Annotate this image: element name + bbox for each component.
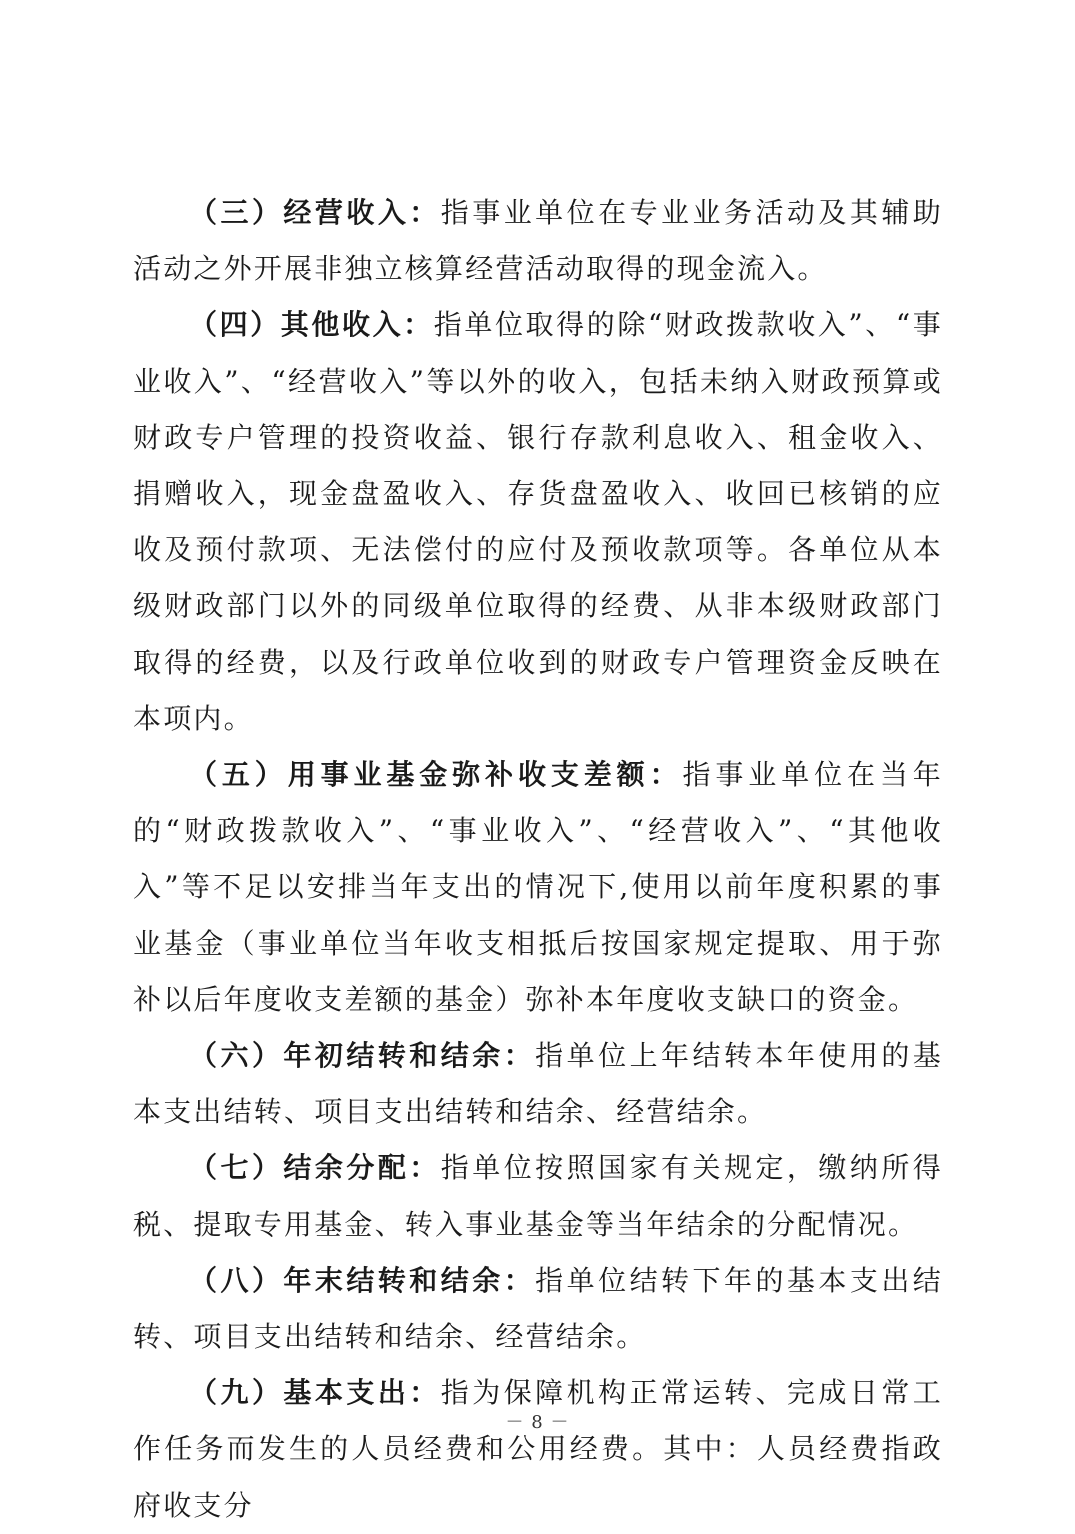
paragraph-opening-balance: [133, 1028, 943, 1140]
term-heading: （八）年末结转和结余：: [189, 1263, 536, 1297]
term-definition: 指单位结转下年的基本支出结转、项目支出结转和结余、经营结余。: [133, 1263, 944, 1354]
term-definition: 指事业单位在专业业务活动及其辅助活动之外开展非独立核算经营活动取得的现金流入。: [133, 196, 944, 286]
paragraph-operating-income: [133, 185, 943, 297]
paragraph-other-income: [133, 297, 943, 747]
term-definition: 指事业单位在当年的“财政拨款收入”、“事业收入”、“经营收入”、“其他收入”等不足以安排当年支出的情况下,使用以前年度积累的事业基金（事业单位当年收支相抵后按国家规定提取、用于弥补以后年度收支差额的基金）弥补本年度收支缺口的资金。: [133, 758, 943, 1016]
term-heading: （四）其他收入：: [189, 308, 434, 342]
paragraph-fund-offset: [133, 747, 943, 1028]
term-definition: 指单位取得的除“财政拨款收入”、“事业收入”、“经营收入”等以外的收入，包括未纳入财政预算或财政专户管理的投资收益、银行存款利息收入、租金收入、捐赠收入，现金盘盈收入、存货盘盈收入、收回已核销的应收及预付款项、无法偿付的应付及预收款项等。各单位从本级财政部门以外的同级单位取得的经费、从非本级财政部门取得的经费，以及行政单位收到的财政专户管理资金反映在本项内。: [133, 308, 944, 735]
term-heading: （六）年初结转和结余：: [189, 1039, 536, 1073]
term-heading: （三）经营收入：: [189, 196, 441, 229]
term-definition: 指为保障机构正常运转、完成日常工作任务而发生的人员经费和公用经费。其中：人员经费指政府收支分: [133, 1376, 944, 1522]
document-body: [133, 185, 943, 1534]
term-definition: 指单位上年结转本年使用的基本支出结转、项目支出结转和结余、经营结余。: [133, 1039, 944, 1129]
page-number: － 8 －: [505, 1412, 570, 1433]
term-heading: （九）基本支出：: [189, 1376, 441, 1410]
term-heading: （七）结余分配：: [189, 1151, 441, 1185]
term-heading: （五）用事业基金弥补收支差额：: [189, 758, 683, 792]
paragraph-surplus-distribution: [133, 1140, 943, 1252]
term-definition: 指单位按照国家有关规定，缴纳所得税、提取专用基金、转入事业基金等当年结余的分配情况。: [133, 1151, 944, 1241]
paragraph-closing-balance: [133, 1253, 943, 1365]
paragraph-basic-expenditure: [133, 1365, 943, 1534]
